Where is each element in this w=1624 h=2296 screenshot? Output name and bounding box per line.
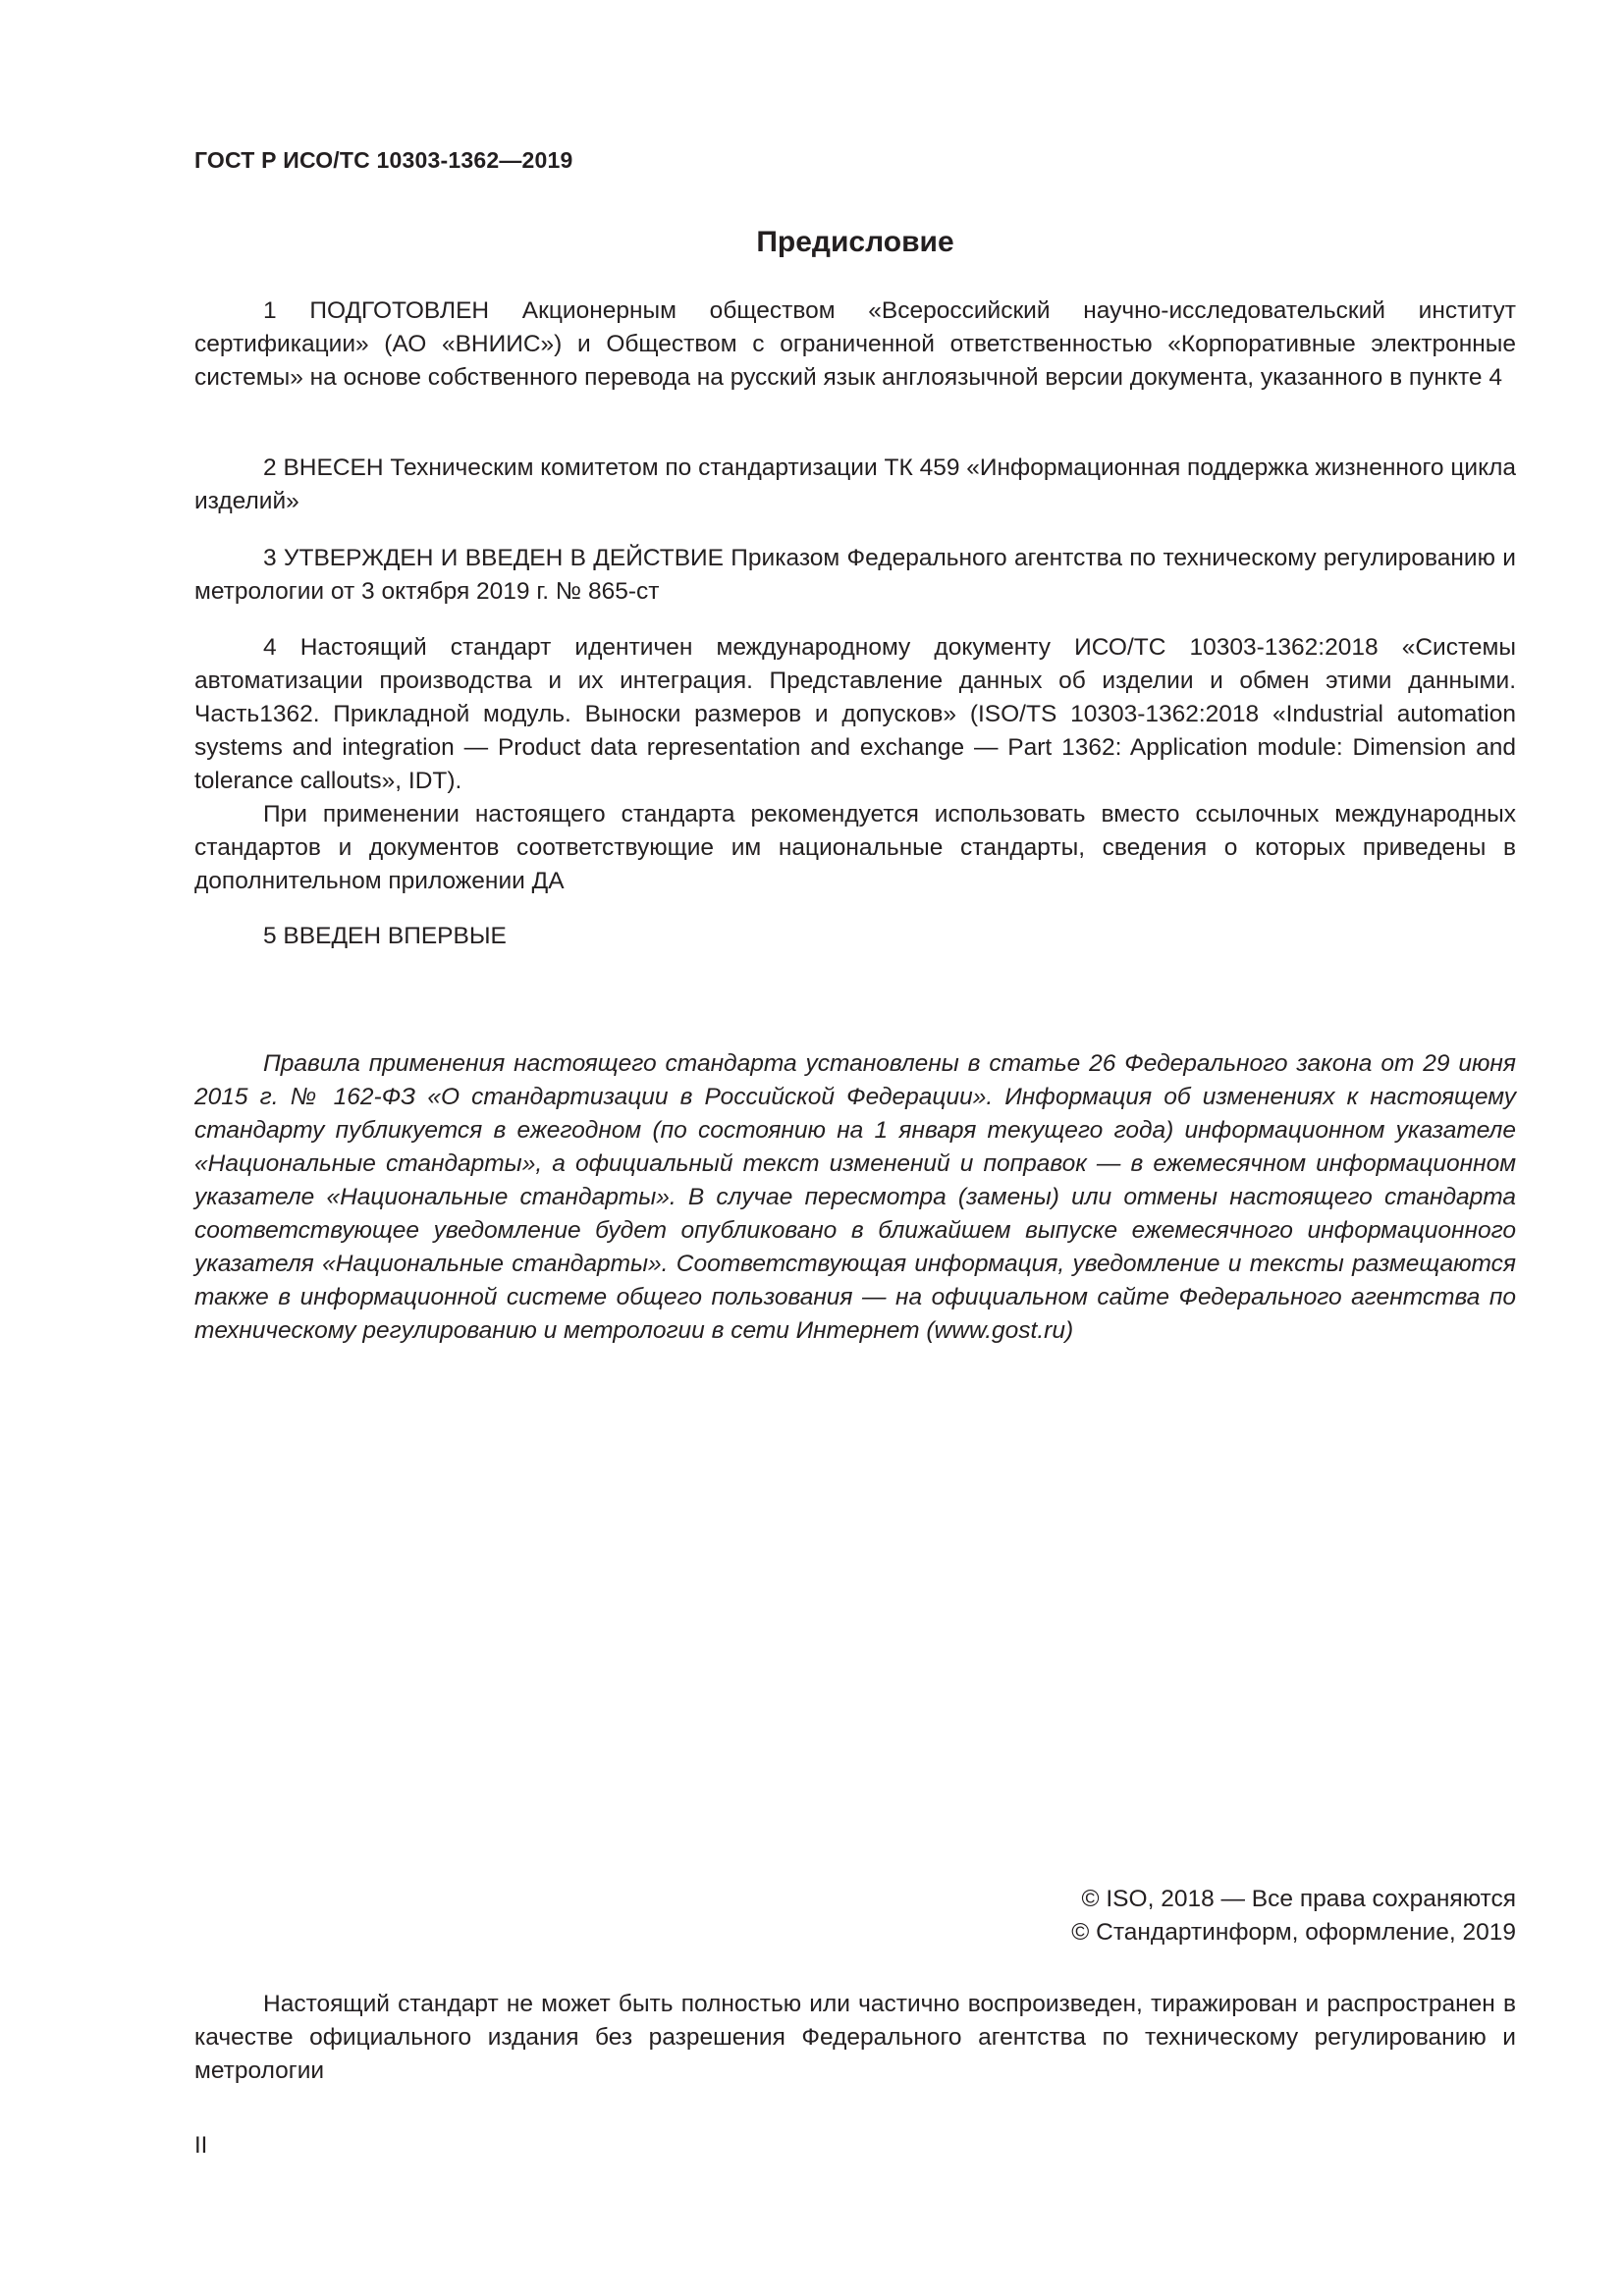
foreword-item-3: [194, 542, 1516, 609]
foreword-item-4: [194, 631, 1516, 898]
copyright-standartinform: © Стандартинформ, оформление, 2019: [1071, 1919, 1516, 1946]
foreword-item-3-text: 3 УТВЕРЖДЕН И ВВЕДЕН В ДЕЙСТВИЕ Приказом Федерального агентства по техническому регулированию и метрологии от 3 октября 2019 г. № 865-ст: [194, 545, 1516, 605]
page-title: Предисловие: [756, 226, 954, 258]
reproduction-notice-block: [194, 1988, 1516, 2088]
foreword-item-4-note: При применении настоящего стандарта рекомендуется использовать вместо ссылочных международных стандартов и документов соответствующие им национальные стандарты, сведения о которых приведены в дополнительном приложении ДА: [194, 801, 1516, 894]
copyright-block: [194, 1883, 1516, 1949]
reproduction-notice-text: Настоящий стандарт не может быть полностью или частично воспроизведен, тиражирован и распространен в качестве официального издания без разрешения Федерального агентства по техническому регулированию и метрологии: [194, 1991, 1516, 2084]
foreword-item-4-text: 4 Настоящий стандарт идентичен международному документу ИСО/ТС 10303-1362:2018 «Системы автоматизации производства и их интеграция. Представление данных об изделии и обмен этими данными. Часть1362. Прикладной модуль. Выноски размеров и допусков» (ISO/TS 10303-1362:2018 «Industrial automation systems and integration — Product data representation and exchange — Part 1362: Application module: Dimension and tolerance callouts», IDT).: [194, 634, 1516, 794]
copyright-iso: © ISO, 2018 — Все права сохраняются: [1081, 1886, 1516, 1912]
foreword-item-5-text: 5 ВВЕДЕН ВПЕРВЫЕ: [263, 923, 507, 949]
foreword-item-2: [194, 452, 1516, 518]
rules-notice-block: [194, 1047, 1516, 1348]
foreword-item-1: [194, 294, 1516, 395]
document-code-header: ГОСТ Р ИСО/ТС 10303-1362—2019: [194, 147, 573, 173]
foreword-item-5: [194, 920, 1516, 953]
foreword-item-2-text: 2 ВНЕСЕН Техническим комитетом по стандартизации ТК 459 «Информационная поддержка жизненного цикла изделий»: [194, 454, 1516, 514]
foreword-item-1-text: 1 ПОДГОТОВЛЕН Акционерным обществом «Всероссийский научно-исследовательский институт сертификации» (АО «ВНИИС») и Обществом с ограниченной ответственностью «Корпоративные электронные системы» на основе собственного перевода на русский язык англоязычной версии документа, указанного в пункте 4: [194, 297, 1516, 391]
rules-notice-text: Правила применения настоящего стандарта установлены в статье 26 Федерального закона от 29 июня 2015 г. № 162-ФЗ «О стандартизации в Российской Федерации». Информация об изменениях к настоящему стандарту публикуется в ежегодном (по состоянию на 1 января текущего года) информационном указателе «Национальные стандарты», а официальный текст изменений и поправок — в ежемесячном информационном указателе «Национальные стандарты». В случае пересмотра (замены) или отмены настоящего стандарта соответствующее уведомление будет опубликовано в ближайшем выпуске ежемесячного информационного указателя «Национальные стандарты». Соответствующая информация, уведомление и тексты размещаются также в информационной системе общего пользования — на официальном сайте Федерального агентства по техническому регулированию и метрологии в сети Интернет (www.gost.ru): [194, 1050, 1516, 1344]
page-number: II: [194, 2132, 208, 2159]
